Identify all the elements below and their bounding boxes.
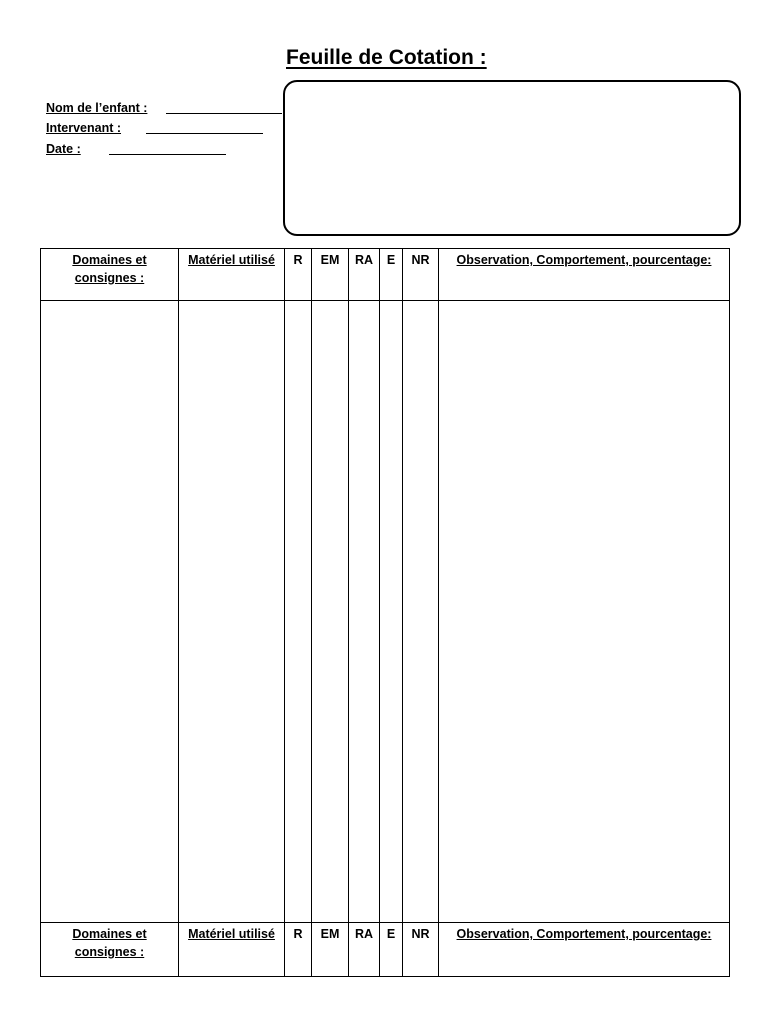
child-name-label: Nom de l’enfant :	[46, 101, 148, 115]
page-title: Feuille de Cotation :	[286, 46, 487, 69]
date-input-line[interactable]	[109, 154, 226, 155]
notes-box[interactable]	[283, 80, 741, 236]
col-header-materiel: Matériel utilisé	[179, 249, 285, 301]
date-label: Date :	[46, 142, 81, 156]
col-footer-r: R	[285, 923, 312, 977]
cotation-table	[40, 248, 730, 977]
cell-domaines[interactable]	[41, 301, 179, 923]
col-header-e: E	[380, 249, 403, 301]
col-header-em: EM	[312, 249, 349, 301]
cell-r[interactable]	[285, 301, 312, 923]
col-header-domaines: Domaines et consignes :	[41, 249, 179, 301]
cell-observation[interactable]	[439, 301, 730, 923]
col-header-observation: Observation, Comportement, pourcentage:	[439, 249, 730, 301]
cell-e[interactable]	[380, 301, 403, 923]
col-footer-em: EM	[312, 923, 349, 977]
cell-ra[interactable]	[349, 301, 380, 923]
table-header-row	[41, 249, 730, 301]
col-footer-observation: Observation, Comportement, pourcentage:	[439, 923, 730, 977]
col-footer-e: E	[380, 923, 403, 977]
cell-materiel[interactable]	[179, 301, 285, 923]
col-header-r: R	[285, 249, 312, 301]
col-footer-ra: RA	[349, 923, 380, 977]
col-header-nr: NR	[403, 249, 439, 301]
col-header-ra: RA	[349, 249, 380, 301]
col-footer-domaines: Domaines et consignes :	[41, 923, 179, 977]
cell-nr[interactable]	[403, 301, 439, 923]
cell-em[interactable]	[312, 301, 349, 923]
table-footer-row	[41, 923, 730, 977]
table-row[interactable]	[41, 301, 730, 923]
child-name-input-line[interactable]	[166, 113, 282, 114]
col-footer-nr: NR	[403, 923, 439, 977]
intervenant-input-line[interactable]	[146, 133, 263, 134]
intervenant-label: Intervenant :	[46, 121, 122, 135]
col-footer-materiel: Matériel utilisé	[179, 923, 285, 977]
